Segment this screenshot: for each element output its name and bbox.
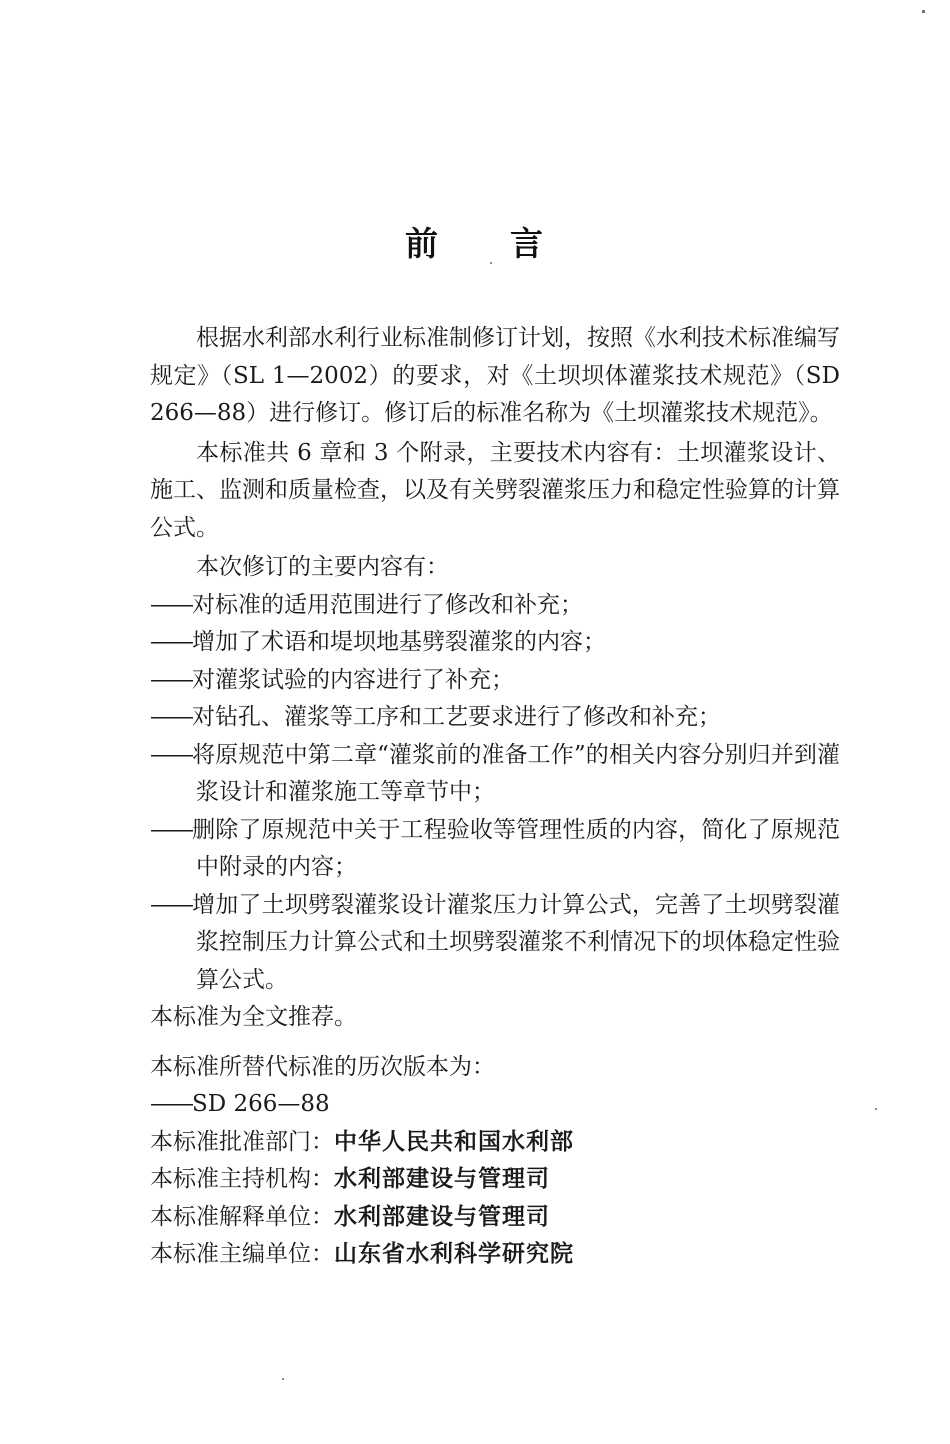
list-item: ——对标准的适用范围进行了修改和补充； xyxy=(150,591,583,618)
scan-speck xyxy=(282,1378,284,1380)
title-char-1: 前 xyxy=(405,224,440,263)
page-title xyxy=(0,218,950,265)
list-item: ——对钻孔、灌浆等工序和工艺要求进行了修改和补充； xyxy=(150,704,721,730)
preface-body xyxy=(150,320,840,1274)
list-item: ——将原规范中第二章“灌浆前的准备工作”的相关内容分别归并到灌浆设计和灌浆施工等章节中； xyxy=(150,741,840,805)
scan-speck xyxy=(922,10,925,13)
revision-list xyxy=(150,587,840,1000)
list-item: ——删除了原规范中关于工程验收等管理性质的内容，简化了原规范中附录的内容； xyxy=(150,816,840,880)
paragraph-contents: 本标准共 6 章和 3 个附录，主要技术内容有：土坝灌浆设计、施工、监测和质量检查，以及有关劈裂灌浆压力和稳定性验算的计算公式。 xyxy=(150,439,840,541)
paragraph-revision-basis: 根据水利部水利行业标准制修订计划，按照《水利技术标准编写规定》（SL 1—2002）的要求，对《土坝坝体灌浆技术规范》（SD 266—88）进行修订。修订后的标准名称为《土坝灌浆技术规范》。 xyxy=(150,325,840,426)
info-host-agency: 本标准主持机构：水利部建设与管理司 xyxy=(150,1166,550,1192)
scan-speck xyxy=(490,262,492,264)
list-item: ——对灌浆试验的内容进行了补充； xyxy=(150,666,514,693)
recommendation-note: 本标准为全文推荐。 xyxy=(150,1004,357,1030)
list-item: ——增加了土坝劈裂灌浆设计灌浆压力计算公式，完善了土坝劈裂灌浆控制压力计算公式和土坝劈裂灌浆不利情况下的坝体稳定性验算公式。 xyxy=(150,891,840,993)
title-char-2: 言 xyxy=(510,224,545,263)
scan-speck xyxy=(875,1108,877,1110)
history-item: ——SD 266—88 xyxy=(150,1091,330,1117)
info-approval-dept: 本标准批准部门：中华人民共和国水利部 xyxy=(150,1128,574,1155)
info-chief-editor-unit: 本标准主编单位：山东省水利科学研究院 xyxy=(150,1241,574,1267)
list-item: ——增加了术语和堤坝地基劈裂灌浆的内容； xyxy=(150,629,606,655)
info-interpretation-unit: 本标准解释单位：水利部建设与管理司 xyxy=(150,1203,550,1230)
paragraph-revision-intro: 本次修订的主要内容有： xyxy=(196,554,449,580)
info-list xyxy=(150,1124,840,1274)
history-label: 本标准所替代标准的历次版本为： xyxy=(150,1053,495,1080)
